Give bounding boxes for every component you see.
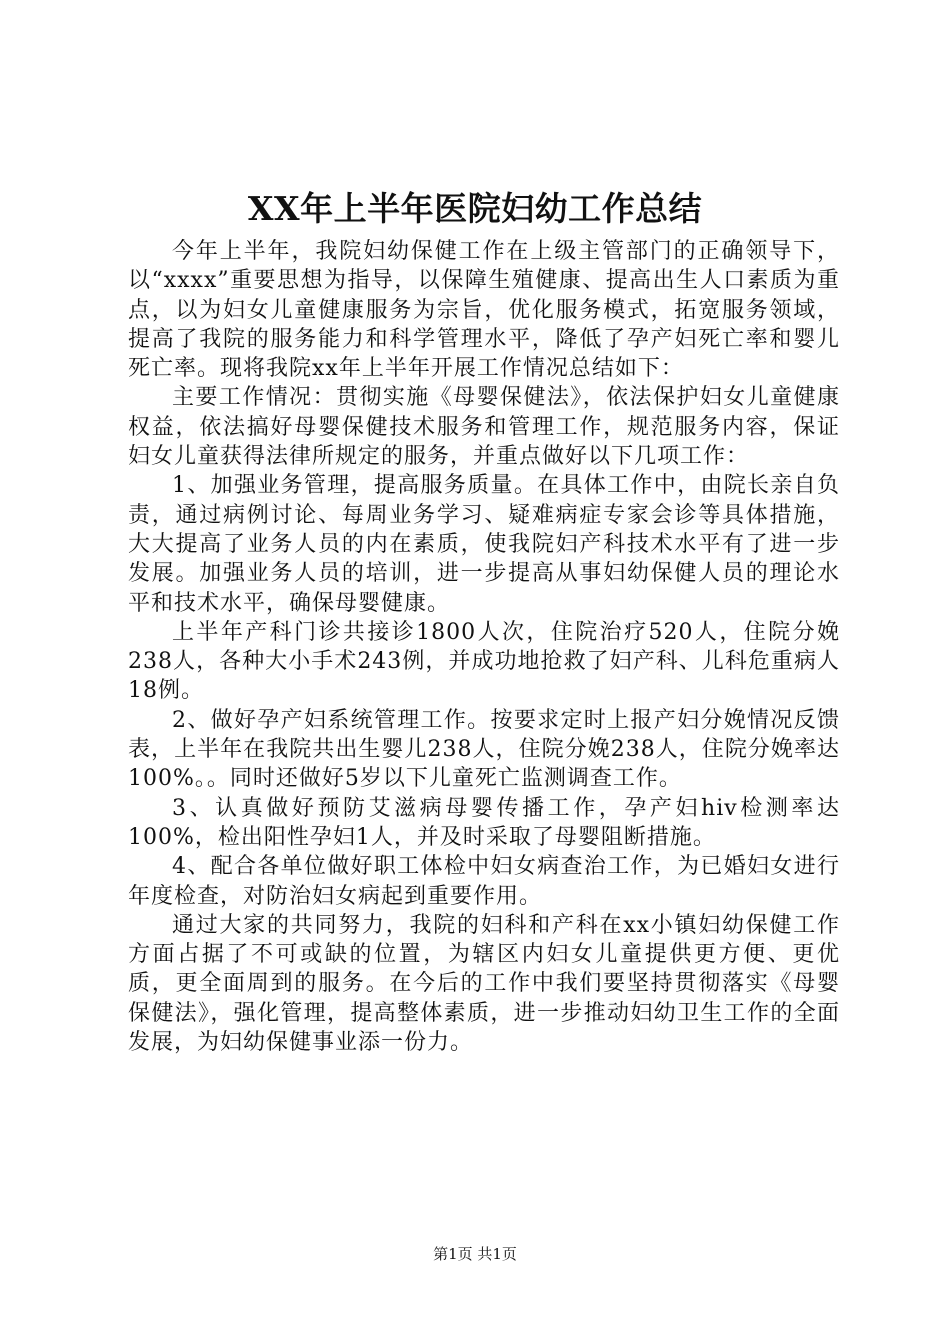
paragraph-item-3: 3、认真做好预防艾滋病母婴传播工作，孕产妇hiv检测率达100%，检出阳性孕妇1人，并及时采取了母婴阻断措施。: [128, 795, 840, 850]
paragraph-item-4: 4、配合各单位做好职工体检中妇女病查治工作，为已婚妇女进行年度检查，对防治妇女病起到重要作用。: [128, 854, 840, 909]
paragraph-item-1: 1、加强业务管理，提高服务质量。在具体工作中，由院长亲自负责，通过病例讨论、每周业务学习、疑难病症专家会诊等具体措施，大大提高了业务人员的内在素质，使我院妇产科技术水平有了进一步发展。加强业务人员的培训，进一步提高从事妇幼保健人员的理论水平和技术水平，确保母婴健康。: [128, 473, 840, 616]
paragraph-intro: 今年上半年，我院妇幼保健工作在上级主管部门的正确领导下，以“xxxx”重要思想为指导，以保障生殖健康、提高出生人口素质为重点，以为妇女儿童健康服务为宗旨，优化服务模式，拓宽服务领域，提高了我院的服务能力和科学管理水平，降低了孕产妇死亡率和婴儿死亡率。现将我院xx年上半年开展工作情况总结如下：: [128, 239, 840, 382]
paragraph-main-work: 主要工作情况：贯彻实施《母婴保健法》，依法保护妇女儿童健康权益，依法搞好母婴保健技术服务和管理工作，规范服务内容，保证妇女儿童获得法律所规定的服务，并重点做好以下几项工作：: [128, 385, 840, 470]
page-footer: 第1页 共1页: [433, 1245, 517, 1263]
paragraph-item-2: 2、做好孕产妇系统管理工作。按要求定时上报产妇分娩情况反馈表，上半年在我院共出生婴儿238人，住院分娩238人，住院分娩率达100%。。同时还做好5岁以下儿童死亡监测调查工作。: [128, 707, 840, 792]
paragraph-statistics: 上半年产科门诊共接诊1800人次，住院治疗520人，住院分娩238人，各种大小手术243例，并成功地抢救了妇产科、儿科危重病人18例。: [128, 619, 840, 704]
document-body: [128, 237, 840, 1057]
document-title: XX年上半年医院妇幼工作总结: [247, 189, 703, 228]
paragraph-conclusion: 通过大家的共同努力，我院的妇科和产科在xx小镇妇幼保健工作方面占据了不可或缺的位置，为辖区内妇女儿童提供更方便、更优质，更全面周到的服务。在今后的工作中我们要坚持贯彻落实《母婴保健法》，强化管理，提高整体素质，进一步推动妇幼卫生工作的全面发展，为妇幼保健事业添一份力。: [128, 912, 840, 1056]
